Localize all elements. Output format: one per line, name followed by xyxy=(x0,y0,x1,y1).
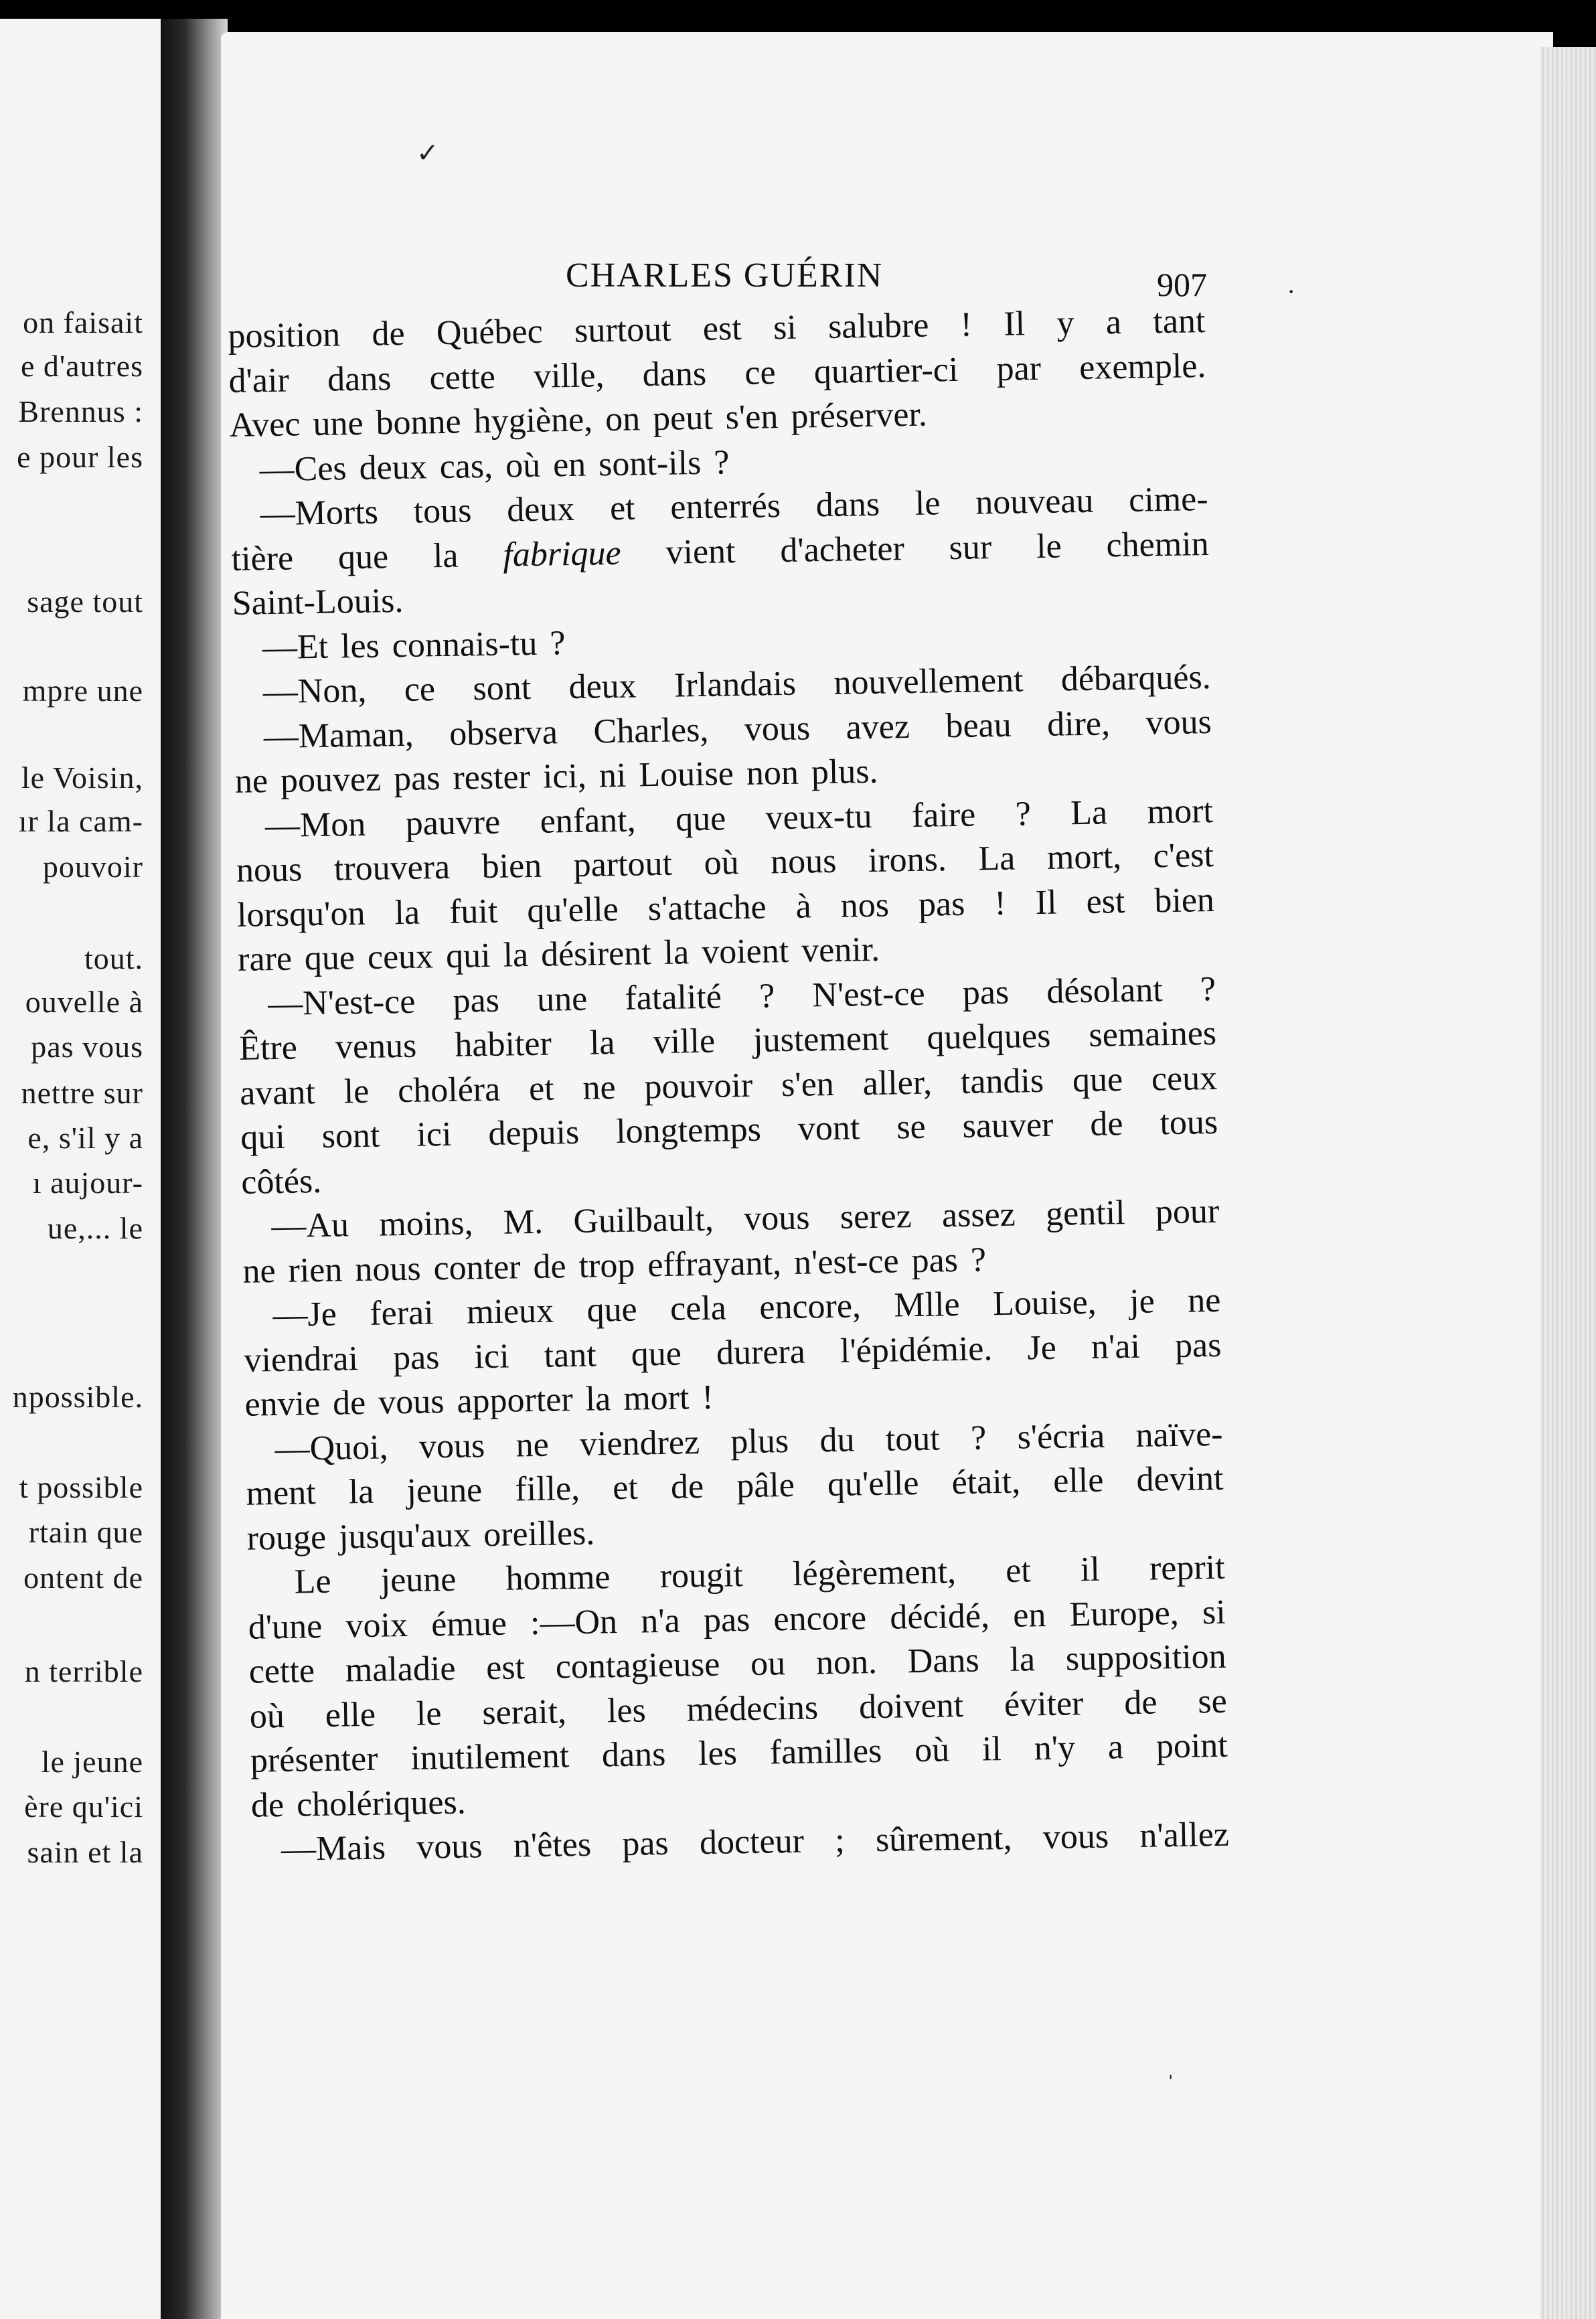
text-line: de cholériques. xyxy=(250,1783,467,1825)
text-line: Le jeune homme rougit légèrement, et il reprit xyxy=(294,1548,1226,1601)
stray-dot: · xyxy=(1287,276,1296,307)
left-page-line: sain et la xyxy=(27,1835,143,1869)
text-line: nous trouvera bien partout où nous irons. La mort, c'est xyxy=(236,835,1214,890)
left-page-line: ontent de xyxy=(23,1561,143,1595)
left-page-line: n terrible xyxy=(24,1654,143,1688)
left-page-line: e d'autres xyxy=(20,349,143,383)
text-line: —N'est-ce pas une fatalité ? N'est-ce pas désolant ? xyxy=(267,969,1216,1023)
left-page-line: e pour les xyxy=(17,440,143,474)
text-line: d'une voix émue :—On n'a pas encore décidé, en Europe, si xyxy=(248,1593,1226,1647)
stray-mark: ˌ xyxy=(1166,2049,1176,2079)
text-line: —Je ferai mieux que cela encore, Mlle Louise, je ne xyxy=(272,1281,1221,1335)
page-edges xyxy=(1540,47,1596,2319)
left-page-line: tout. xyxy=(84,941,143,975)
left-page-line: e, s'il y a xyxy=(27,1121,143,1155)
text-line: —Et les connais-tu ? xyxy=(262,623,566,667)
left-page-line: ı aujour- xyxy=(32,1166,143,1200)
text-line: envie de vous apporter la mort ! xyxy=(244,1378,714,1424)
left-page-line: mpre une xyxy=(22,673,143,708)
text-line: où elle le serait, les médecins doivent éviter de se xyxy=(249,1682,1228,1736)
left-page-line: pas vous xyxy=(31,1030,143,1064)
text-line: qui sont ici depuis longtemps vont se sauver de tous xyxy=(240,1103,1218,1157)
text-line: —Au moins, M. Guilbault, vous serez assez gentil pour xyxy=(270,1192,1220,1246)
text-line: d'air dans cette ville, dans ce quartier-ci par exemple. xyxy=(228,346,1206,400)
left-page-line: ue,... le xyxy=(47,1211,143,1245)
left-page-line: rtain que xyxy=(28,1515,143,1549)
text-line: Saint-Louis. xyxy=(232,581,404,623)
text-segment: tière que la xyxy=(231,536,503,578)
text-line: —Mais vous n'êtes pas docteur ; sûrement, vous n'allez xyxy=(281,1815,1230,1869)
text-line: rouge jusqu'aux oreilles. xyxy=(246,1514,595,1558)
text-line: avant le choléra et ne pouvoir s'en aller, tandis que ceux xyxy=(239,1058,1218,1113)
left-page-line: ouvelle à xyxy=(25,985,143,1019)
left-page-line: t possible xyxy=(19,1470,143,1504)
text-segment: vient d'acheter sur le chemin xyxy=(621,524,1210,572)
running-title: CHARLES GUÉRIN xyxy=(566,256,884,295)
text-line: position de Québec surtout est si salubre ! Il y a tant xyxy=(228,302,1206,355)
text-line: —Morts tous deux et enterrés dans le nouveau cime- xyxy=(260,480,1208,534)
left-page-line: pouvoir xyxy=(42,850,143,884)
text-line: —Quoi, vous ne viendrez plus du tout ? s'écria naïve- xyxy=(274,1415,1223,1468)
left-page-line: le Voisin, xyxy=(21,761,143,795)
book-gutter xyxy=(161,19,228,2319)
body-text xyxy=(228,299,1229,1872)
left-page xyxy=(0,19,161,2319)
text-line: côtés. xyxy=(240,1162,322,1202)
page-number: 907 xyxy=(1157,266,1207,303)
left-page-line: ır la cam- xyxy=(18,804,143,838)
stray-mark: ✓ xyxy=(416,138,439,168)
text-line: ne rien nous conter de trop effrayant, n'est-ce pas ? xyxy=(242,1240,987,1291)
text-line: ment la jeune fille, et de pâle qu'elle était, elle devint xyxy=(246,1459,1224,1513)
left-page-line: le jeune xyxy=(41,1745,143,1779)
italic-term: fabrique xyxy=(502,534,622,574)
left-page-line: npossible. xyxy=(12,1380,143,1414)
text-line: viendrai pas ici tant que durera l'épidémie. Je n'ai pas xyxy=(244,1326,1222,1380)
text-line: cette maladie est contagieuse ou non. Dans la supposition xyxy=(248,1637,1227,1691)
text-line: rare que ceux qui la désirent la voient venir. xyxy=(237,930,880,979)
text-line: Avec une bonne hygiène, on peut s'en préserver. xyxy=(229,395,928,445)
text-line: —Ces deux cas, où en sont-ils ? xyxy=(259,443,730,489)
text-line: ne pouvez pas rester ici, ni Louise non plus. xyxy=(234,752,878,801)
text-line: Être venus habiter la ville justement quelques semaines xyxy=(238,1014,1217,1068)
left-page-line: sage tout xyxy=(27,584,143,619)
text-line: lorsqu'on la fuit qu'elle s'attache à nos pas ! Il est bien xyxy=(236,880,1215,935)
text-line: —Non, ce sont deux Irlandais nouvellement débarqués. xyxy=(262,658,1212,712)
left-page-line: nettre sur xyxy=(21,1076,143,1110)
left-page-line: ère qu'ici xyxy=(24,1789,143,1824)
text-line: —Maman, observa Charles, vous avez beau dire, vous xyxy=(263,702,1212,756)
left-page-line: on faisait xyxy=(23,305,143,339)
text-line: présenter inutilement dans les familles où il n'y a point xyxy=(250,1726,1228,1780)
left-page-line: Brennus : xyxy=(18,394,143,428)
text-line: —Mon pauvre enfant, que veux-tu faire ? La mort xyxy=(264,791,1214,845)
